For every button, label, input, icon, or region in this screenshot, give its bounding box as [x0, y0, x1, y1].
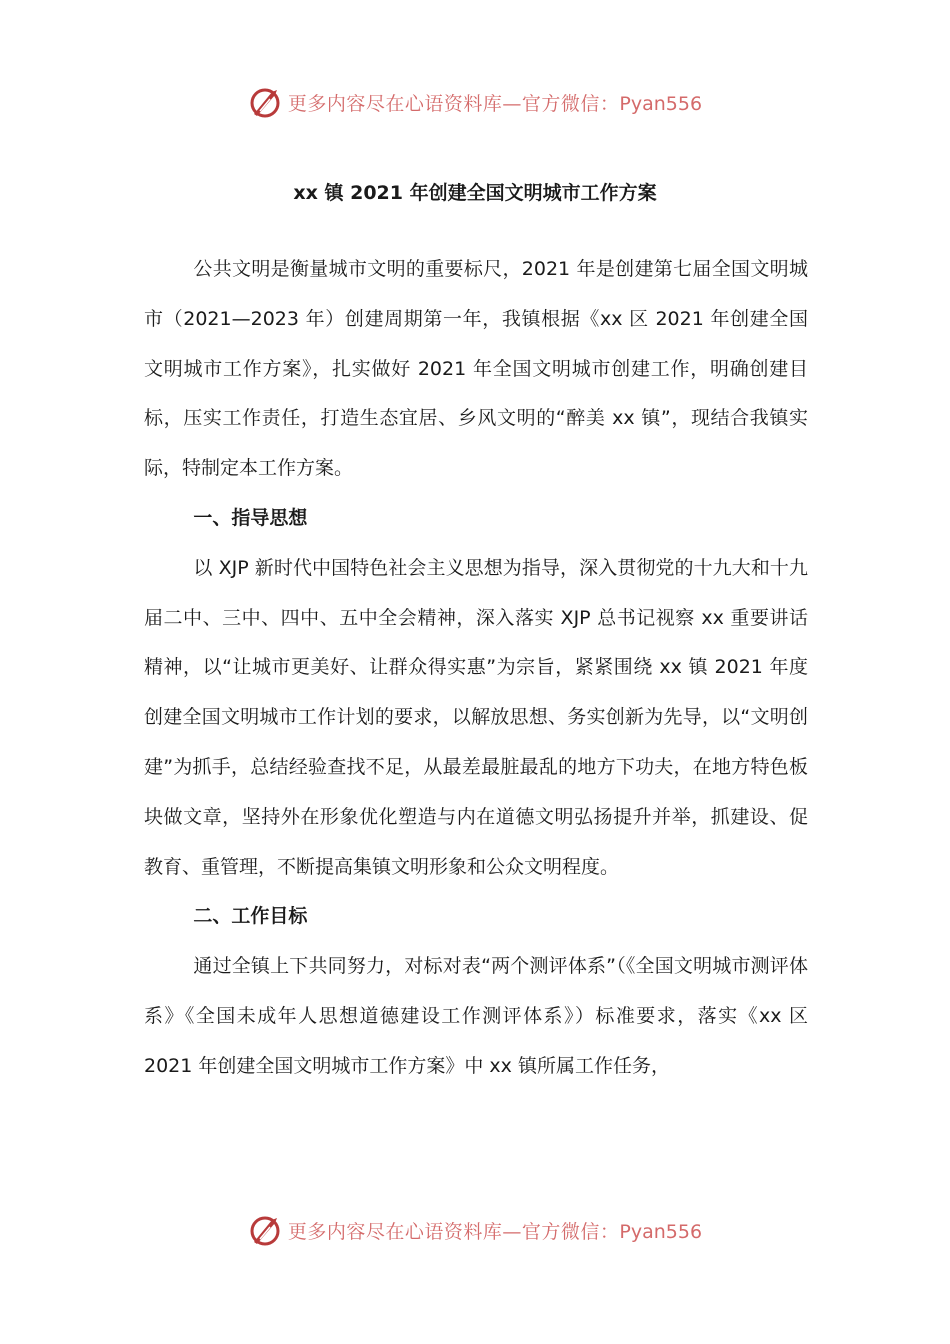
section-heading-guiding-ideology: 一、指导思想: [193, 506, 308, 529]
document-title: xx 镇 2021 年创建全国文明城市工作方案: [293, 182, 657, 204]
guiding-ideology-paragraph: 以 XJP 新时代中国特色社会主义思想为指导，深入贯彻党的十九大和十九届二中、三中、四中、五中全会精神，深入落实 XJP 总书记视察 xx 重要讲话精神，以“让城市更美好、让群众得实惠”为宗旨，紧紧围绕 xx 镇 2021 年度创建全国文明城市工作计划的要求，以解放思想、务实创新为先导，以“文明创建”为抓手，总结经验查找不足，从最差最脏最乱的地方下功夫，在地方特色板块做文章，坚持外在形象优化塑造与内在道德文明弘扬提升并举，抓建设、促教育、重管理，不断提高集镇文明形象和公众文明程度。: [144, 556, 808, 878]
pen-nib-logo-icon: [248, 84, 284, 120]
watermark-handle: Pyan556: [619, 1220, 703, 1243]
header-watermark: [0, 80, 950, 124]
watermark-text: 更多内容尽在心语资料库—官方微信：Pyan556: [287, 1220, 703, 1243]
watermark-text: 更多内容尽在心语资料库—官方微信：Pyan556: [287, 92, 703, 115]
intro-paragraph: 公共文明是衡量城市文明的重要标尺，2021 年是创建第七届全国文明城市（2021—2023 年）创建周期第一年，我镇根据《xx 区 2021 年创建全国文明城市工作方案》，扎实做好 2021 年全国文明城市创建工作，明确创建目标，压实工作责任，打造生态宜居、乡风文明的“醉美 xx 镇”，现结合我镇实际，特制定本工作方案。: [144, 258, 808, 480]
watermark-handle: Pyan556: [619, 92, 703, 115]
work-goals-paragraph: 通过全镇上下共同努力，对标对表“两个测评体系”（《全国文明城市测评体系》《全国未成年人思想道德建设工作测评体系》）标准要求，落实《xx 区 2021 年创建全国文明城市工作方案》中 xx 镇所属工作任务，: [144, 955, 808, 1077]
document-body: [144, 245, 808, 1092]
footer-watermark: [0, 1208, 950, 1252]
section-heading-work-goals: 二、工作目标: [193, 905, 308, 928]
pen-nib-logo-icon: [248, 1212, 284, 1248]
